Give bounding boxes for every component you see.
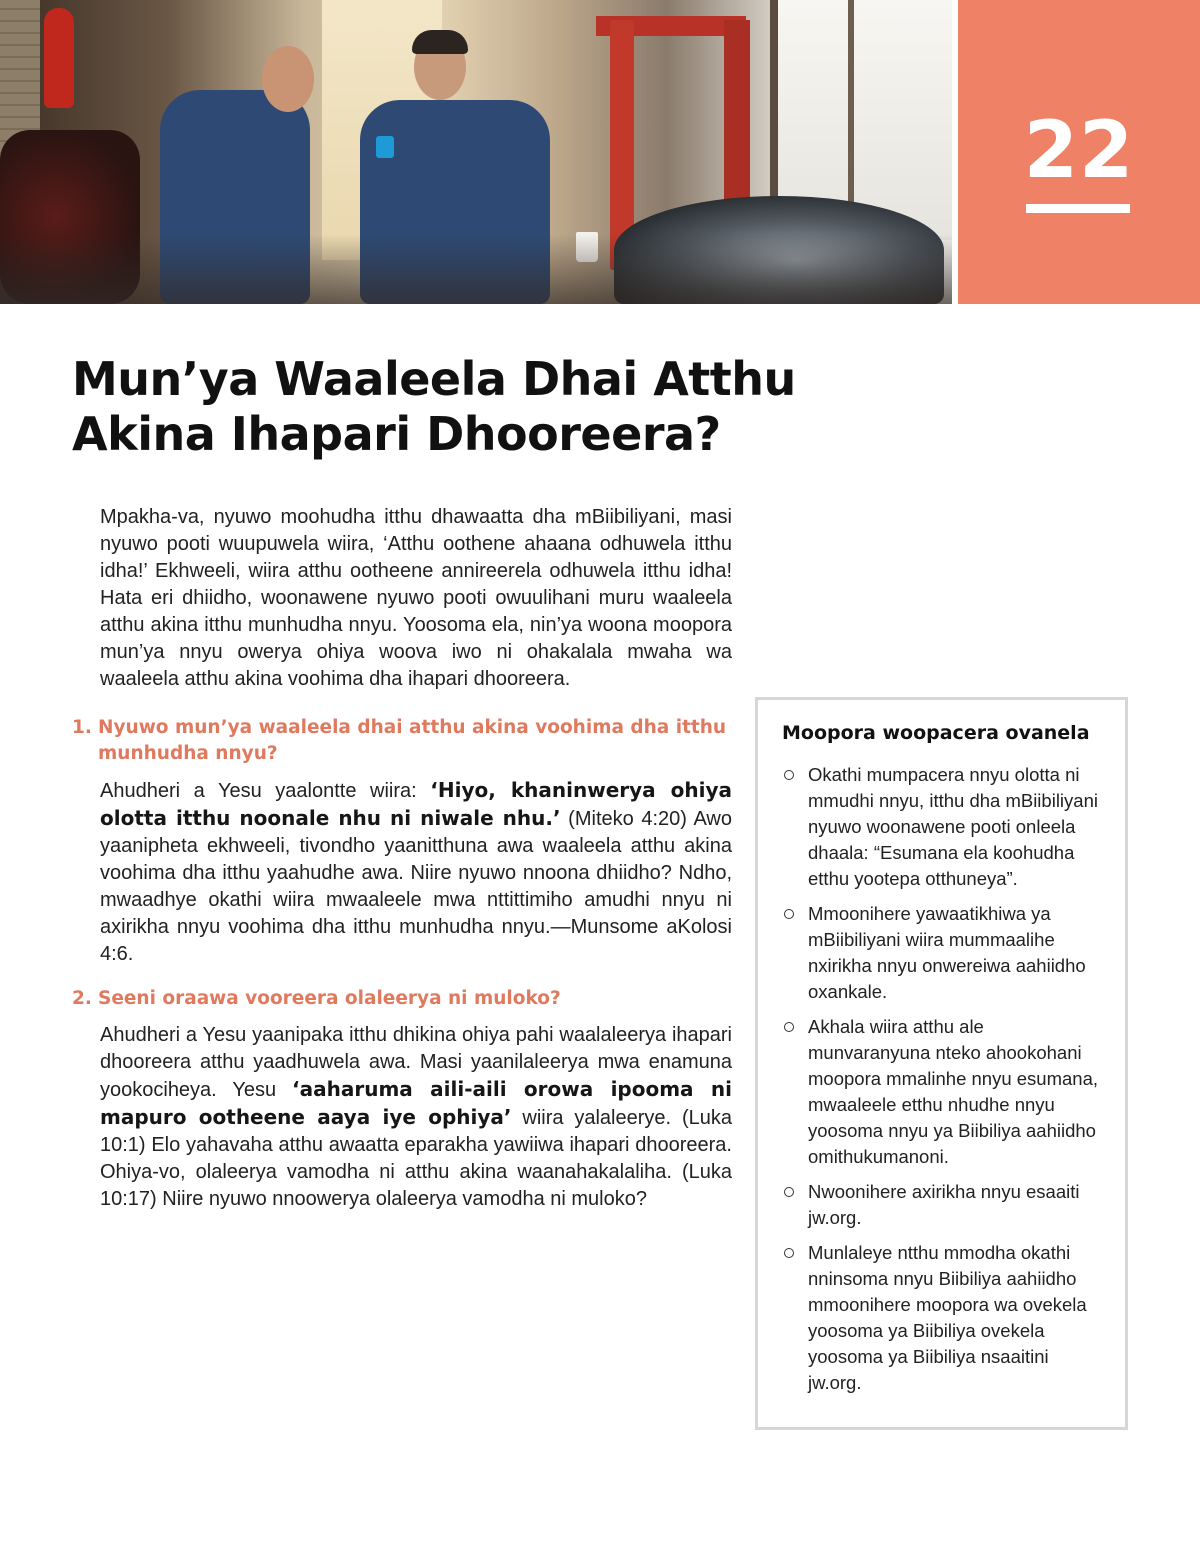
tip-item [782,762,1103,892]
hair-shape [412,30,468,54]
tip-item [782,901,1103,1005]
chapter-underline [1026,204,1130,213]
tip-item [782,1179,1103,1231]
tip-text: Munlaleye ntthu mmodha okathi nninsoma nnyu Biibiliya aahiidho mmoonihere moopora wa ovekela yoosoma ya Biibiliya ovekela yoosoma ya Biibiliya nsaaitini jw.org. [808,1242,1087,1393]
circle-bullet-icon [784,1248,794,1258]
scripture-quote: ‘aaharuma aili-aili orowa ipooma ni mapuro ootheene aaya iye ophiya’ [100,1077,732,1129]
tip-text: Akhala wiira atthu ale munvaranyuna nteko ahookohani moopora mmalinhe nnyu esumana, mwaaleele etthu nhudhe nnyu yoosoma nnyu ya Biibiliya aahiidho omithukumanoni. [808,1016,1098,1167]
question-text: Nyuwo mun’ya waaleela dhai atthu akina voohima dha itthu munhudha nnyu? [98,717,727,764]
page-title [72,352,832,462]
answer-paragraph-1 [100,777,732,968]
main-column [72,504,732,1213]
answer-text: wiira yalaleerye. (Luka 10:1) Elo yahavaha atthu awaatta eparakha yawiiwa ihapari dhooreera. Ohiya-vo, olaleerya vamodha ni atthu akina waanahakalaliha. (Luka 10:17) Niire nyuwo nnoowerya olaleerya vamodha ni muloko? [100,1107,732,1210]
tip-item [782,1014,1103,1170]
tips-box [755,697,1128,1430]
garage-photo [0,0,952,304]
phone-shape [376,136,394,158]
person-head-shape [262,46,314,112]
page-title-line-2: Akina Ihapari Dhooreera? [72,407,721,461]
answer-text: Ahudheri a Yesu yaanipaka itthu dhikina ohiya pahi waalaleerya ihapari dhooreera atthu yaadhuwela awa. Masi yaanilaleerya mwa enamuna yookociheya. Yesu [100,1024,732,1101]
tip-text: Nwoonihere axirikha nnyu esaaiti jw.org. [808,1181,1080,1228]
circle-bullet-icon [784,1187,794,1197]
question-number: 1. [72,717,92,738]
answer-text: (Miteko 4:20) Awo yaanipheta ekhweeli, tivondho yaanitthuna awa waaleela atthu akina voohima dha itthu yaahudhe awa. Niire nyuwo nnoona dhiidho? Ndho, mwaadhye okathi wiira mwaaleele mwa nttittimiho amudhi nnyu ni axirikha nnyu voohima dha itthu munhudha nnyu.—Munsome aKolosi 4:6. [100,808,732,965]
circle-bullet-icon [784,1022,794,1032]
circle-bullet-icon [784,770,794,780]
question-1 [72,715,732,767]
page-title-line-1: Mun’ya Waaleela Dhai Atthu [72,352,796,406]
answer-paragraph-2 [100,1022,732,1213]
answer-text: Ahudheri a Yesu yaalontte wiira: [100,780,431,802]
tip-item [782,1240,1103,1396]
scripture-quote: ‘Hiyo, khaninwerya ohiya olotta itthu noonale nhu ni niwale nhu.’ [100,778,732,830]
tip-text: Okathi mumpacera nnyu olotta ni mmudhi nnyu, itthu dha mBiibiliyani nyuwo woonawene pooti onleela dhaala: “Esumana ela koohudha etthu yootepa otthuneya”. [808,764,1098,889]
chapter-tab [958,0,1200,304]
tips-list [782,762,1103,1396]
tips-box-title: Moopora woopacera ovanela [782,722,1090,744]
chapter-number: 22 [1023,106,1135,196]
question-number: 2. [72,988,92,1009]
question-text: Seeni oraawa vooreera olaleerya ni muloko? [98,988,561,1009]
intro-paragraph: Mpakha-va, nyuwo moohudha itthu dhawaatta dha mBiibiliyani, masi nyuwo pooti wuupuwela wiira, ‘Atthu oothene ahaana odhuwela itthu idha!’ Ekhweeli, wiira atthu ootheene annireerela odhuwela itthu idha! Hata eri dhiidho, woonawene nyuwo pooti owuulihani muru waaleela atthu akina itthu munhudha nnyu. Yoosoma ela, nin’ya woona moopora mun’ya nnyu owerya ohiya woova iwo ni ohakalala mwaha wa waaleela atthu akina voohima dha ihapari dhooreera. [100,506,732,690]
question-2 [72,986,732,1012]
fire-extinguisher-shape [44,8,74,108]
tip-text: Mmoonihere yawaatikhiwa ya mBiibiliyani wiira mummaalihe nxirikha nnyu onwereiwa aahiidho oxankale. [808,903,1086,1002]
circle-bullet-icon [784,909,794,919]
